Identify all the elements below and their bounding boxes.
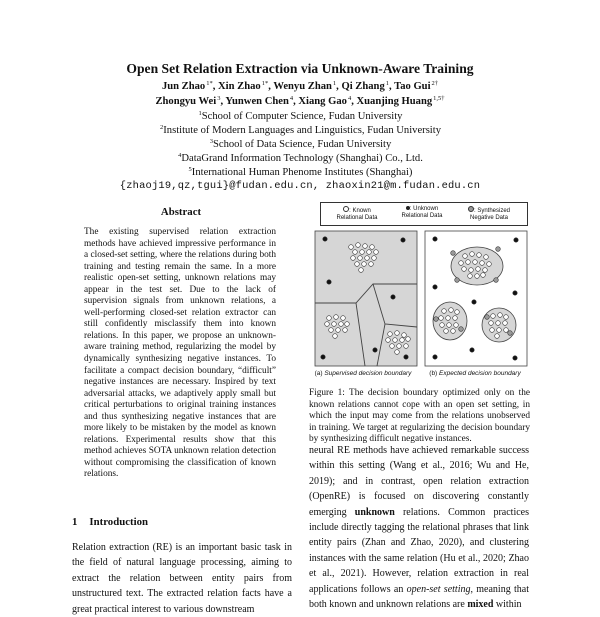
known-data-point [353, 250, 358, 255]
known-data-point [473, 260, 478, 265]
known-data-point [442, 309, 447, 314]
unknown-data-point [513, 291, 517, 295]
author-name: Wenyu Zhan [273, 81, 332, 92]
known-data-point [503, 321, 508, 326]
known-data-point [332, 322, 337, 327]
synthesized-data-point [496, 247, 501, 252]
known-data-point [468, 274, 473, 279]
introduction-text: Relation extraction (RE) is an important basic task in the field of natural language processing, aiming to extract the relation between entity pairs from unstructured text. The extracted relation facts have a great practical interest to various downstream [72, 542, 292, 615]
authors-line-2: Zhongyu Wei$^3$, Yunwen Chen$^4$, Xiang Gao$^4$, Xuanjing Huang$^{1,5\dagger}$ [155, 95, 445, 107]
known-data-point [333, 334, 338, 339]
known-data-point [462, 267, 467, 272]
known-data-point [372, 256, 377, 261]
subcaption-a: (a) Supervised decision boundary [314, 370, 412, 377]
known-data-point [351, 256, 356, 261]
legend-unknown: : Unknown Relational Data [401, 206, 443, 219]
known-data-point [477, 253, 482, 258]
known-data-point [329, 328, 334, 333]
known-data-point [356, 243, 361, 248]
known-data-point [362, 262, 367, 267]
known-data-point [400, 338, 405, 343]
panel-a-background [315, 231, 417, 366]
known-data-point [327, 316, 332, 321]
unknown-data-point [391, 295, 395, 299]
known-data-point [370, 245, 375, 250]
author-name: Xiang Gao [298, 96, 347, 107]
authors-line-1: Jun Zhao$^{1*}$, Xin Zhao$^{1*}$, Wenyu Zhan$^1$, Qi Zhang$^1$, Tao Gui$^{2\dagger}$ [161, 80, 439, 92]
known-data-point [453, 316, 458, 321]
known-data-point [369, 262, 374, 267]
unknown-data-point [404, 355, 408, 359]
known-data-point [325, 322, 330, 327]
known-data-point [365, 256, 370, 261]
unknown-data-point [327, 280, 331, 284]
known-data-point [487, 262, 492, 267]
known-data-point [481, 273, 486, 278]
unknown-data-point [323, 237, 327, 241]
author-name: Xuanjing Huang [356, 96, 433, 107]
author-name: Yunwen Chen [225, 96, 289, 107]
affiliation-4: $^4$DataGrand Information Technology (Shanghai) Co., Ltd. [178, 152, 423, 164]
synthesized-data-point [508, 331, 513, 336]
affiliation-5: $^5$International Human Phenome Institutes (Shanghai) [188, 166, 413, 178]
known-data-point [469, 268, 474, 273]
author-affiliation-marker: 3 [217, 95, 221, 102]
author-affiliation-marker: 2† [431, 80, 439, 87]
unknown-data-point [401, 238, 405, 242]
known-data-point [446, 316, 451, 321]
right-column-text: neural RE methods have achieved remarkable success within this setting (Wang et al., 2016; Wu and He, 2019); and in contrast, open relation extraction (OpenRE) is focused on discovering constantly emerging unknown relations. Common practices include directly tagging the relational phrases that link entity pairs (Zhan and Zhao, 2020), and clustering instances with the same relation (Hu et al., 2020; Zhao et al., 2021). However, relation extraction in real applications follows an open-set setting, meaning that both known and unknown relations are mixed within [309, 445, 529, 611]
known-data-point [349, 245, 354, 250]
author-affiliation-marker: 1 [332, 80, 337, 87]
section-heading-introduction [72, 516, 148, 528]
synthesized-data-point [451, 251, 456, 256]
known-data-point [454, 323, 459, 328]
known-data-point [374, 250, 379, 255]
known-data-point [404, 344, 409, 349]
author-emails: {zhaoj19,qz,tgui}@fudan.edu.cn, zhaoxin21@m.fudan.edu.cn [119, 180, 481, 192]
known-data-point [497, 328, 502, 333]
synthesized-data-point [494, 278, 499, 283]
known-data-point [439, 316, 444, 321]
known-data-point [504, 328, 509, 333]
affiliation-2: $^2$Institute of Modern Languages and Linguistics, Fudan University [160, 124, 441, 136]
figure-1-diagram [311, 199, 530, 369]
known-data-point [393, 338, 398, 343]
author-affiliation-marker: 1,5† [433, 95, 445, 102]
author-affiliation-marker: 4 [347, 95, 352, 102]
known-data-point [395, 331, 400, 336]
author-name: Xin Zhao [218, 81, 261, 92]
abstract-text: The existing supervised relation extraction methods have achieved impressive performance in a closed-set setting, where the relations during both training and testing remain the same. In a more realistic open-set setting, unknown relations may appear in the test set. Due to the lack of supervision signals from unknown relations, a well-performing closed-set relation extractor can still confidently misclassify them into known relations. In this paper, we propose an unknown-aware training method, regularizing the model by dynamically synthesizing negative instances. To facilitate a compact decision boundary, “difficult” negative instances are necessary. Inspired by text adversarial attacks, we adaptively apply small but critical perturbations to original training instances and thus synthesizing negative instances that are more likely to be mistaken by the model as known relations. Experimental results show that this method achieves SOTA unknown relation detection without compromising the classification of known relations. [84, 227, 276, 480]
known-data-point [386, 338, 391, 343]
known-data-point [495, 334, 500, 339]
unknown-data-point [472, 300, 476, 304]
known-data-point [388, 332, 393, 337]
known-data-point [466, 260, 471, 265]
unknown-data-point [470, 348, 474, 352]
subcaption-b: (b) Expected decision boundary [429, 370, 521, 377]
author-name: Tao Gui [394, 81, 431, 92]
paper-title: Open Set Relation Extraction via Unknown-Aware Training [126, 61, 474, 76]
unknown-data-point [433, 285, 437, 289]
known-data-point [470, 252, 475, 257]
author-affiliation-marker: 4 [289, 95, 294, 102]
unknown-data-point [513, 356, 517, 360]
known-data-point [367, 250, 372, 255]
known-data-point [483, 268, 488, 273]
known-data-point [395, 350, 400, 355]
known-data-point [402, 333, 407, 338]
author-affiliation-marker: 1* [261, 80, 269, 87]
known-data-point [406, 337, 411, 342]
known-data-point [498, 313, 503, 318]
known-data-point [444, 329, 449, 334]
author-name: Jun Zhao [161, 81, 206, 92]
known-data-point [440, 323, 445, 328]
known-data-point [491, 314, 496, 319]
unknown-data-point [373, 348, 377, 352]
known-data-point [339, 322, 344, 327]
known-data-point [363, 244, 368, 249]
known-data-point [397, 344, 402, 349]
known-data-point [358, 256, 363, 261]
known-data-point [489, 321, 494, 326]
synthesized-data-point [485, 315, 490, 320]
author-affiliation-marker: 1 [385, 80, 389, 87]
known-data-point [359, 268, 364, 273]
known-data-point [341, 316, 346, 321]
known-data-point [475, 274, 480, 279]
figure-caption: Figure 1: The decision boundary optimized only on the known relations cannot cope with an open set setting, in which the input may come from the relations unobserved in training. We target at regularizing the decision boundary by synthesizing difficult negative instances. [309, 388, 530, 445]
known-data-point [504, 315, 509, 320]
known-data-point [345, 322, 350, 327]
synthesized-data-point [434, 317, 439, 322]
known-data-point [484, 255, 489, 260]
abstract-heading: Abstract [160, 206, 202, 218]
author-name: Zhongyu Wei [155, 96, 217, 107]
section-title: Introduction [89, 516, 149, 528]
section-number: 1 [72, 516, 78, 528]
known-data-point [463, 254, 468, 259]
unknown-data-point [433, 237, 437, 241]
legend-synthesized: : Synthesized Negative Data [469, 208, 511, 221]
synthesized-data-point [455, 278, 460, 283]
known-data-point [343, 328, 348, 333]
known-data-point [360, 250, 365, 255]
known-data-point [490, 328, 495, 333]
known-data-point [480, 261, 485, 266]
known-data-point [459, 261, 464, 266]
synthesized-data-point [459, 327, 464, 332]
unknown-data-point [433, 355, 437, 359]
known-data-point [390, 344, 395, 349]
known-data-point [449, 308, 454, 313]
known-data-point [336, 328, 341, 333]
known-data-point [447, 323, 452, 328]
unknown-data-point [321, 355, 325, 359]
known-data-point [334, 315, 339, 320]
known-data-point [451, 329, 456, 334]
unknown-data-point [514, 238, 518, 242]
known-data-point [355, 262, 360, 267]
known-data-point [496, 321, 501, 326]
affiliation-3: $^3$School of Data Science, Fudan University [209, 138, 392, 150]
legend-known: : Known Relational Data [336, 208, 378, 221]
known-data-point [476, 267, 481, 272]
affiliation-1: $^1$School of Computer Science, Fudan University [198, 110, 403, 122]
known-data-point [455, 310, 460, 315]
author-affiliation-marker: 1* [206, 80, 213, 87]
author-name: Qi Zhang [341, 81, 385, 92]
